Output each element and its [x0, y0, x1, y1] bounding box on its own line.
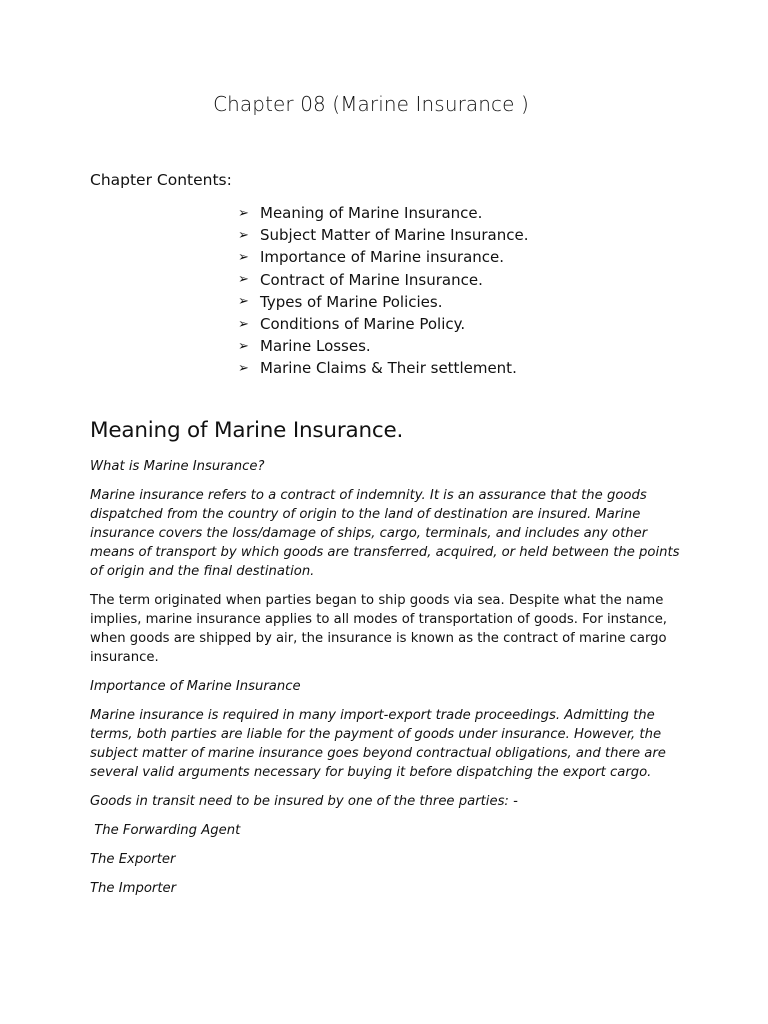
- contents-item-label: Conditions of Marine Policy.: [260, 315, 466, 334]
- contents-item: [238, 357, 528, 379]
- importance-subheading: Importance of Marine Insurance: [90, 679, 301, 694]
- party-item: The Exporter: [90, 852, 176, 867]
- contents-heading: Chapter Contents:: [90, 171, 232, 189]
- arrow-bullet-icon: ➢: [238, 294, 249, 310]
- contents-item-label: Subject Matter of Marine Insurance.: [260, 226, 529, 245]
- contents-list: [238, 202, 528, 380]
- contents-item-label: Meaning of Marine Insurance.: [260, 204, 483, 223]
- contents-item-label: Importance of Marine insurance.: [260, 248, 505, 267]
- paragraph: Marine insurance refers to a contract of indemnity. It is an assurance that the goods dispatched from the country of origin to the land of destination are insured. Marine insurance covers the loss/damage of ships, cargo, terminals, and includes any other means of transport by which goods are transferred, acquired, or held between the points of origin and the final destination.: [90, 488, 680, 579]
- party-item: The Forwarding Agent: [90, 823, 241, 838]
- contents-item: [238, 224, 528, 246]
- arrow-bullet-icon: ➢: [238, 205, 249, 221]
- contents-item-label: Marine Losses.: [260, 337, 371, 356]
- contents-item: [238, 335, 528, 357]
- paragraph: Marine insurance is required in many import-export trade proceedings. Admitting the terms, both parties are liable for the payment of goods under insurance. However, the subject matter of marine insurance goes beyond contractual obligations, and there are several valid arguments necessary for buying it before dispatching the export cargo.: [90, 708, 666, 780]
- question-subheading: What is Marine Insurance?: [90, 459, 265, 474]
- contents-item-label: Contract of Marine Insurance.: [260, 270, 483, 289]
- arrow-bullet-icon: ➢: [238, 272, 249, 288]
- contents-item-label: Types of Marine Policies.: [260, 292, 443, 311]
- arrow-bullet-icon: ➢: [238, 249, 249, 265]
- contents-item-label: Marine Claims & Their settlement.: [260, 359, 517, 378]
- paragraph: The term originated when parties began to ship goods via sea. Despite what the name implies, marine insurance applies to all modes of transportation of goods. For instance, when goods are shipped by air, the insurance is known as the contract of marine cargo insurance.: [90, 593, 668, 665]
- arrow-bullet-icon: ➢: [238, 360, 249, 376]
- contents-item: [238, 246, 528, 268]
- parties-intro: Goods in transit need to be insured by one of the three parties: -: [90, 794, 518, 809]
- section-heading: Meaning of Marine Insurance.: [90, 418, 404, 443]
- section-body: [90, 457, 680, 908]
- party-item: The Importer: [90, 881, 177, 896]
- chapter-title: Chapter 08 (Marine Insurance ): [213, 92, 529, 116]
- contents-item: [238, 202, 528, 224]
- arrow-bullet-icon: ➢: [238, 338, 249, 354]
- contents-item: [238, 269, 528, 291]
- arrow-bullet-icon: ➢: [238, 316, 249, 332]
- contents-item: [238, 313, 528, 335]
- arrow-bullet-icon: ➢: [238, 227, 249, 243]
- contents-item: [238, 291, 528, 313]
